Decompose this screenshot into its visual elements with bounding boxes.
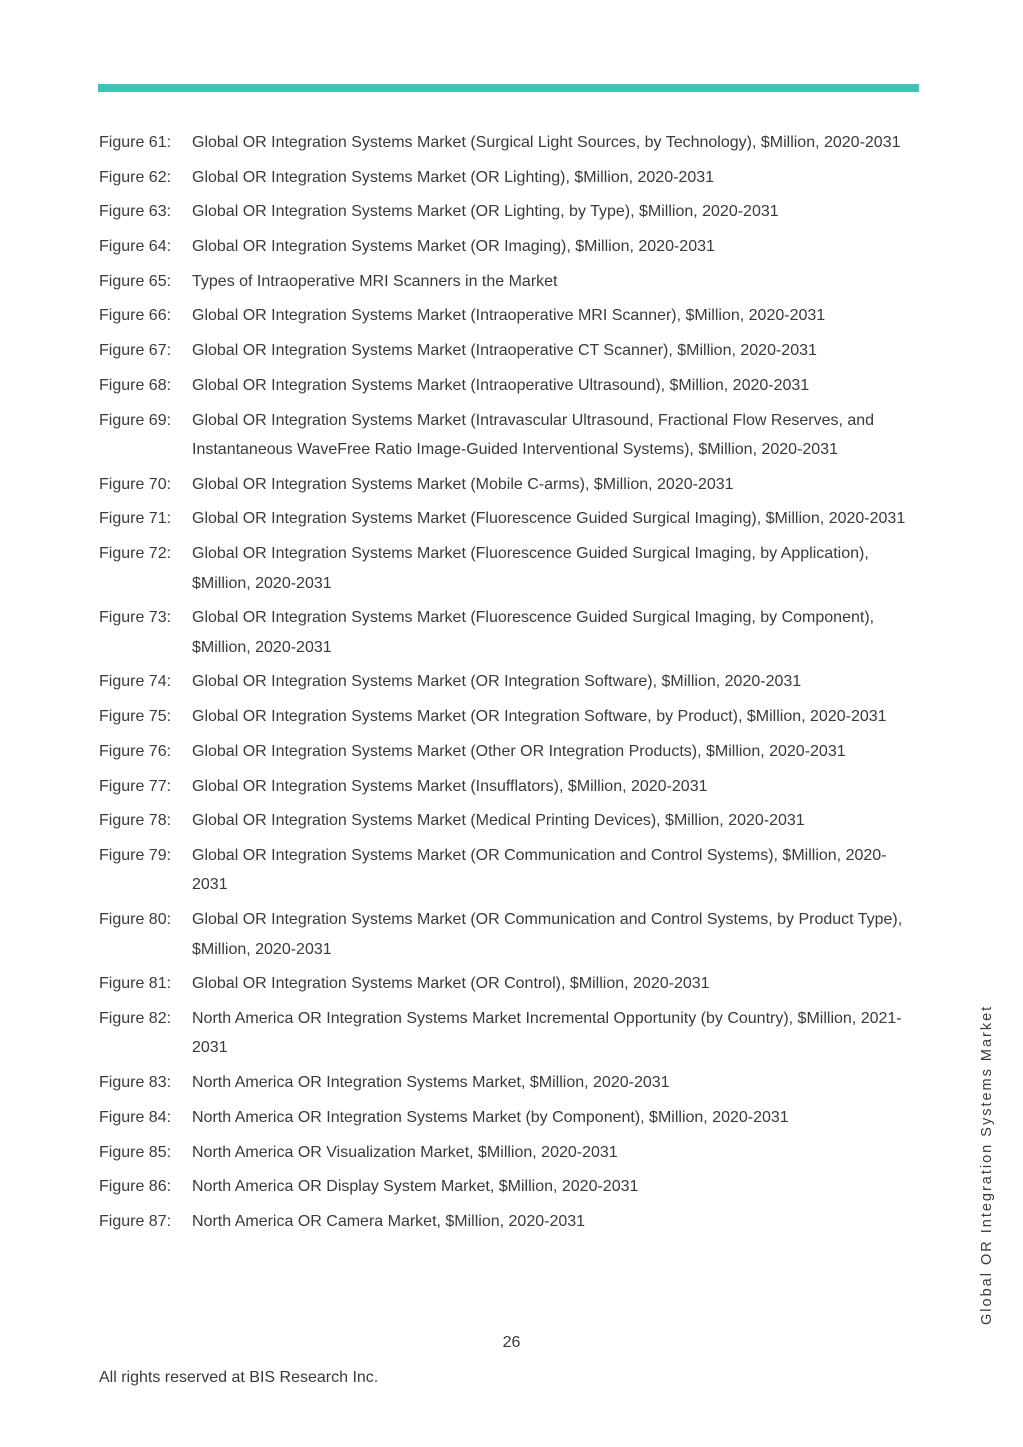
figure-number: Figure 69: — [99, 411, 172, 429]
figure-number: Figure 65: — [99, 272, 172, 290]
figure-entry[interactable] — [99, 1138, 921, 1168]
figure-number: Figure 79: — [99, 846, 172, 864]
figure-entry[interactable] — [99, 470, 921, 500]
figure-title: Global OR Integration Systems Market (OR Imaging), $Million, 2020-2031 — [192, 238, 715, 256]
figure-entry[interactable] — [99, 603, 921, 662]
figure-title: North America OR Camera Market, $Million, 2020-2031 — [192, 1212, 586, 1230]
figure-number: Figure 80: — [99, 911, 172, 929]
figure-entry[interactable] — [99, 1172, 921, 1202]
figure-number: Figure 73: — [99, 609, 172, 627]
figure-entry[interactable] — [99, 667, 921, 697]
figure-entry[interactable] — [99, 1207, 921, 1237]
figure-entry[interactable] — [99, 336, 921, 366]
figure-title: Types of Intraoperative MRI Scanners in the Market — [192, 272, 558, 290]
figure-title: Global OR Integration Systems Market (Intraoperative Ultrasound), $Million, 2020-2031 — [192, 376, 810, 394]
figure-title: Global OR Integration Systems Market (Surgical Light Sources, by Technology), $Million, 2020-2031 — [192, 134, 901, 151]
figure-title: North America OR Integration Systems Market, $Million, 2020-2031 — [192, 1074, 670, 1092]
figure-number: Figure 86: — [99, 1178, 172, 1196]
figure-entry[interactable] — [99, 163, 921, 193]
figure-number: Figure 84: — [99, 1108, 172, 1126]
figure-number: Figure 77: — [99, 777, 172, 795]
figure-entry[interactable] — [99, 905, 921, 964]
figure-entry[interactable] — [99, 301, 921, 331]
figure-number: Figure 70: — [99, 475, 172, 493]
figure-entry[interactable] — [99, 841, 921, 900]
figure-entry[interactable] — [99, 406, 921, 465]
figure-title: North America OR Display System Market, $Million, 2020-2031 — [192, 1178, 639, 1196]
figure-number: Figure 82: — [99, 1009, 172, 1027]
figure-number: Figure 87: — [99, 1212, 172, 1230]
figure-entry[interactable] — [99, 539, 921, 598]
figure-title: North America OR Integration Systems Market (by Component), $Million, 2020-2031 — [192, 1108, 789, 1126]
figure-number: Figure 61: — [99, 134, 172, 151]
figure-entry[interactable] — [99, 504, 921, 534]
figure-title: Global OR Integration Systems Market (Fluorescence Guided Surgical Imaging, by Component), $Million, 2020-2031 — [192, 609, 875, 656]
figure-number: Figure 64: — [99, 238, 172, 256]
figure-number: Figure 66: — [99, 307, 172, 325]
figure-entry[interactable] — [99, 1068, 921, 1098]
figure-number: Figure 67: — [99, 342, 172, 360]
figure-title: Global OR Integration Systems Market (Intravascular Ultrasound, Fractional Flow Reserves, and Instantaneous WaveFree Ratio Image-Guided Interventional Systems), $Million, 2020-2031 — [192, 411, 875, 458]
figure-title: Global OR Integration Systems Market (OR Integration Software), $Million, 2020-2031 — [192, 673, 802, 691]
figure-entry[interactable] — [99, 737, 921, 767]
figure-title: Global OR Integration Systems Market (OR Integration Software, by Product), $Million, 2020-2031 — [192, 708, 887, 726]
figure-title: Global OR Integration Systems Market (OR Control), $Million, 2020-2031 — [192, 975, 710, 993]
figure-number: Figure 75: — [99, 708, 172, 726]
figure-title: Global OR Integration Systems Market (OR Communication and Control Systems), $Million, 2020-2031 — [192, 846, 887, 894]
figure-number: Figure 78: — [99, 812, 172, 830]
figure-title: Global OR Integration Systems Market (Insufflators), $Million, 2020-2031 — [192, 777, 708, 795]
figure-number: Figure 71: — [99, 510, 172, 528]
figure-entry[interactable] — [99, 232, 921, 262]
list-of-figures — [99, 128, 921, 1242]
figure-title: Global OR Integration Systems Market (OR Lighting), $Million, 2020-2031 — [192, 168, 715, 186]
figure-entry[interactable] — [99, 371, 921, 401]
figure-title: Global OR Integration Systems Market (Medical Printing Devices), $Million, 2020-2031 — [192, 812, 805, 830]
figure-title: North America OR Visualization Market, $Million, 2020-2031 — [192, 1143, 618, 1161]
figure-number: Figure 85: — [99, 1143, 172, 1161]
figure-entry[interactable] — [99, 1103, 921, 1133]
figure-entry[interactable] — [99, 702, 921, 732]
figure-number: Figure 68: — [99, 376, 172, 394]
figure-number: Figure 74: — [99, 673, 172, 691]
figure-number: Figure 83: — [99, 1074, 172, 1092]
figure-entry[interactable] — [99, 197, 921, 227]
copyright-footer: All rights reserved at BIS Research Inc. — [99, 1369, 379, 1386]
figure-title: Global OR Integration Systems Market (Fluorescence Guided Surgical Imaging), $Million, 2020-2031 — [192, 510, 906, 528]
figure-title: Global OR Integration Systems Market (OR Communication and Control Systems, by Product Type), $Million, 2020-2031 — [192, 911, 903, 958]
figure-title: Global OR Integration Systems Market (Mobile C-arms), $Million, 2020-2031 — [192, 475, 734, 493]
figure-title: Global OR Integration Systems Market (OR Lighting, by Type), $Million, 2020-2031 — [192, 203, 779, 221]
figure-entry[interactable] — [99, 128, 921, 158]
figure-number: Figure 62: — [99, 168, 172, 186]
figure-title: Global OR Integration Systems Market (Fluorescence Guided Surgical Imaging, by Application), $Million, 2020-2031 — [192, 545, 869, 592]
figure-title: Global OR Integration Systems Market (Intraoperative CT Scanner), $Million, 2020-2031 — [192, 342, 817, 360]
figure-entry[interactable] — [99, 1004, 921, 1063]
figure-entry[interactable] — [99, 806, 921, 836]
figure-number: Figure 81: — [99, 975, 172, 993]
figure-entry[interactable] — [99, 267, 921, 297]
figure-title: North America OR Integration Systems Market Incremental Opportunity (by Country), $Million, 2021-2031 — [192, 1009, 902, 1057]
figure-title: Global OR Integration Systems Market (Other OR Integration Products), $Million, 2020-2031 — [192, 742, 846, 760]
figure-number: Figure 72: — [99, 545, 172, 563]
side-running-title: Global OR Integration Systems Market — [979, 1004, 995, 1325]
figure-title: Global OR Integration Systems Market (Intraoperative MRI Scanner), $Million, 2020-2031 — [192, 307, 826, 325]
figure-number: Figure 76: — [99, 742, 172, 760]
header-accent-bar — [98, 84, 919, 92]
figure-entry[interactable] — [99, 969, 921, 999]
page-number: 26 — [502, 1334, 521, 1351]
figure-entry[interactable] — [99, 772, 921, 802]
figure-number: Figure 63: — [99, 203, 172, 221]
